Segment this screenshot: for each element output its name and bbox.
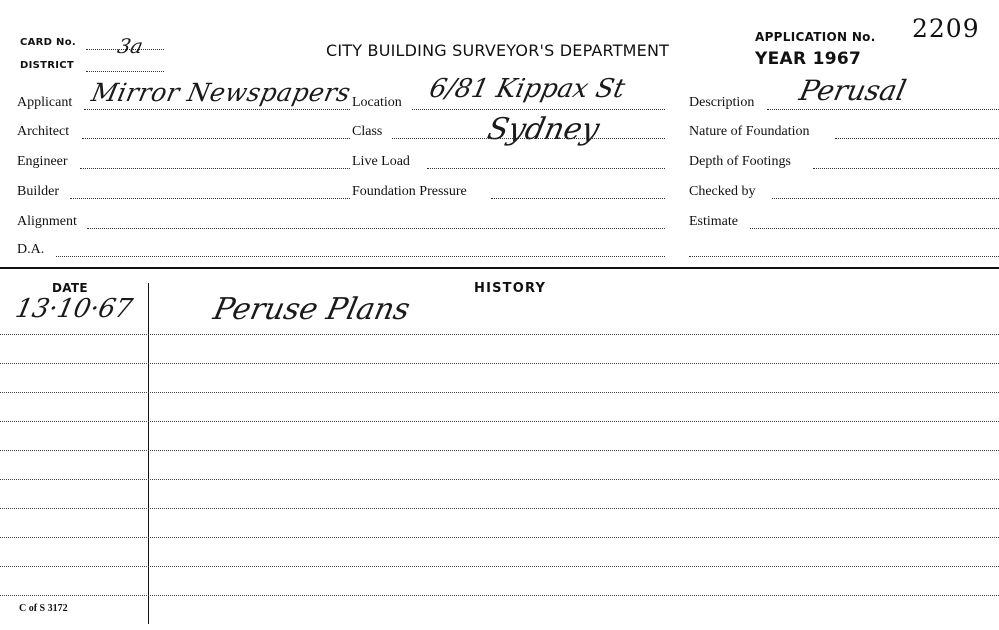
da-line — [56, 256, 665, 257]
card-no-label: CARD No. — [20, 37, 76, 48]
nature-of-foundation-label: Nature of Foundation — [689, 124, 810, 139]
ruled-line — [0, 479, 999, 480]
estimate-label: Estimate — [689, 214, 738, 229]
builder-line — [70, 198, 350, 199]
applicant-value: Mirror Newspapers — [88, 78, 354, 107]
history-entry-date: 13·10·67 — [12, 294, 135, 324]
engineer-line — [80, 168, 350, 169]
ruled-line — [0, 450, 999, 451]
extra-right-line — [689, 256, 999, 257]
ruled-line — [0, 392, 999, 393]
department-title: CITY BUILDING SURVEYOR'S DEPARTMENT — [326, 41, 670, 60]
ruled-line — [0, 537, 999, 538]
description-value: Perusal — [796, 74, 910, 107]
foundation-pressure-label: Foundation Pressure — [352, 184, 467, 199]
ruled-line — [0, 421, 999, 422]
district-line — [86, 71, 164, 72]
application-label: APPLICATION No. — [755, 30, 876, 44]
ruled-line — [0, 508, 999, 509]
application-number: 2209 — [912, 14, 980, 43]
history-column-header: HISTORY — [474, 281, 547, 296]
da-label: D.A. — [17, 242, 45, 257]
live-load-label: Live Load — [352, 154, 410, 169]
alignment-label: Alignment — [17, 214, 77, 229]
live-load-line — [427, 168, 665, 169]
architect-line — [82, 138, 350, 139]
applicant-line — [84, 109, 350, 110]
ruled-lines — [0, 300, 999, 630]
description-label: Description — [689, 95, 755, 110]
history-entry-text: Peruse Plans — [210, 292, 414, 327]
description-line — [767, 109, 999, 110]
form-code: C of S 3172 — [19, 603, 68, 614]
checked-by-label: Checked by — [689, 184, 756, 199]
checked-by-line — [772, 198, 999, 199]
nature-of-foundation-line — [835, 138, 999, 139]
ruled-line — [0, 566, 999, 567]
location-value-line2: Sydney — [484, 112, 603, 147]
builder-label: Builder — [17, 184, 59, 199]
date-column-header: DATE — [52, 281, 88, 295]
foundation-pressure-line — [491, 198, 665, 199]
class-line — [392, 138, 665, 139]
depth-of-footings-label: Depth of Footings — [689, 154, 791, 169]
architect-label: Architect — [17, 124, 70, 139]
ruled-line — [0, 334, 999, 335]
year-label: YEAR 1967 — [755, 49, 862, 69]
location-value-line1: 6/81 Kippax St — [426, 74, 628, 104]
class-label: Class — [352, 124, 383, 139]
depth-of-footings-line — [813, 168, 999, 169]
estimate-line — [750, 228, 999, 229]
district-label: DISTRICT — [20, 60, 75, 71]
card-no-value: 3a — [115, 34, 146, 58]
alignment-line — [87, 228, 665, 229]
engineer-label: Engineer — [17, 154, 68, 169]
location-label: Location — [352, 95, 402, 110]
ruled-line — [0, 595, 999, 596]
section-divider — [0, 267, 999, 269]
location-line — [412, 109, 665, 110]
applicant-label: Applicant — [17, 95, 73, 110]
ruled-line — [0, 363, 999, 364]
